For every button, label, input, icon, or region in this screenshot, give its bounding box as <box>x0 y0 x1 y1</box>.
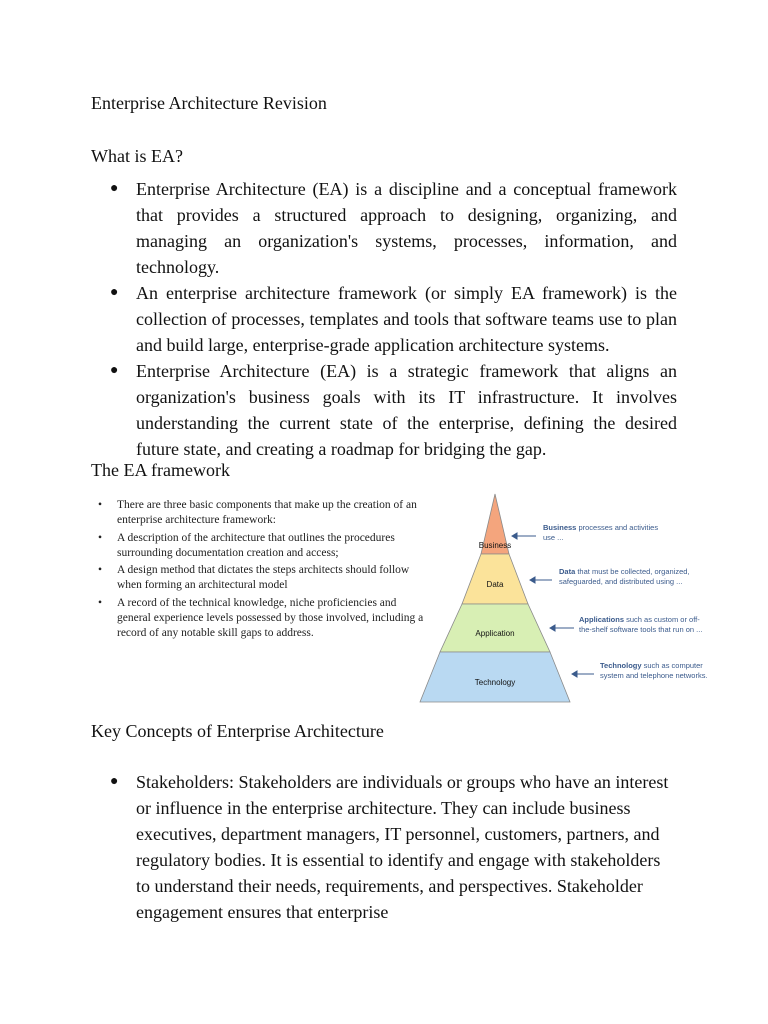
note-text: such as computer <box>641 661 703 670</box>
note-applications <box>579 615 702 634</box>
list-item: • A description of the architecture that outlines the procedures surrounding documentation creation and access; <box>90 531 425 562</box>
section-heading-ea-framework: The EA framework <box>91 460 230 480</box>
framework-components-list <box>90 498 425 644</box>
note-text: processes and activities <box>576 523 659 532</box>
note-text: safeguarded, and distributed using ... <box>559 577 683 586</box>
pyramid-layer-technology <box>420 652 570 702</box>
list-item: ● Stakeholders: Stakeholders are individuals or groups who have an interest or influence in the enterprise architecture. They can include business executives, department managers, IT personnel, customers, partners, and regulatory bodies. It is essential to identify and engage with stakeholders to understand their needs, requirements, and perspectives. Stakeholder engagement ensures that enterprise <box>136 769 677 925</box>
section-heading-key-concepts: Key Concepts of Enterprise Architecture <box>91 721 384 741</box>
note-text: system and telephone networks. <box>600 671 708 680</box>
list-item: ● Enterprise Architecture (EA) is a strategic framework that aligns an organization's business goals with its IT infrastructure. It involves understanding the current state of the enterprise, defining the desired future state, and creating a roadmap for bridging the gap. <box>136 358 677 462</box>
note-text: use ... <box>543 533 564 542</box>
note-key: Applications <box>579 615 625 624</box>
note-text: that must be collected, organized, <box>575 567 690 576</box>
arrow-head-icon <box>550 625 555 631</box>
note-key: Business <box>543 523 577 532</box>
pyramid-label-technology: Technology <box>474 678 516 687</box>
pyramid-label-application: Application <box>475 629 515 638</box>
pyramid-layer-application <box>440 604 550 652</box>
note-key: Technology <box>600 661 642 670</box>
arrow-head-icon <box>572 671 577 677</box>
list-item: • There are three basic components that make up the creation of an enterprise architecture framework: <box>90 498 425 529</box>
note-text: such as custom or off- <box>624 615 700 624</box>
pyramid-label-data: Data <box>486 580 504 589</box>
what-is-ea-list <box>136 176 677 462</box>
note-business <box>543 523 660 542</box>
list-item: ● Enterprise Architecture (EA) is a discipline and a conceptual framework that provides a structured approach to designing, organizing, and managing an organization's systems, processes, information, and technology. <box>136 176 677 280</box>
arrow-head-icon <box>512 533 517 539</box>
note-data <box>559 567 692 586</box>
list-item: ● An enterprise architecture framework (or simply EA framework) is the collection of processes, templates and tools that software teams use to plan and build large, enterprise-grade application architecture systems. <box>136 280 677 358</box>
note-technology <box>600 661 708 680</box>
document-title: Enterprise Architecture Revision <box>91 93 327 113</box>
pyramid-layer-data <box>462 554 528 604</box>
arrow-head-icon <box>530 577 535 583</box>
list-item: • A record of the technical knowledge, niche proficiencies and general experience levels possessed by those involved, including a record of any notable skill gaps to address. <box>90 596 425 642</box>
section-heading-what-is-ea: What is EA? <box>91 146 183 166</box>
pyramid-label-business: Business <box>478 541 512 550</box>
note-key: Data <box>559 567 576 576</box>
note-text: the-shelf software tools that run on ... <box>579 625 703 634</box>
list-item: • A design method that dictates the steps architects should follow when forming an architectural model <box>90 563 425 594</box>
key-concepts-list <box>136 769 677 925</box>
ea-framework-figure <box>90 490 708 712</box>
ea-pyramid-diagram <box>418 490 708 712</box>
